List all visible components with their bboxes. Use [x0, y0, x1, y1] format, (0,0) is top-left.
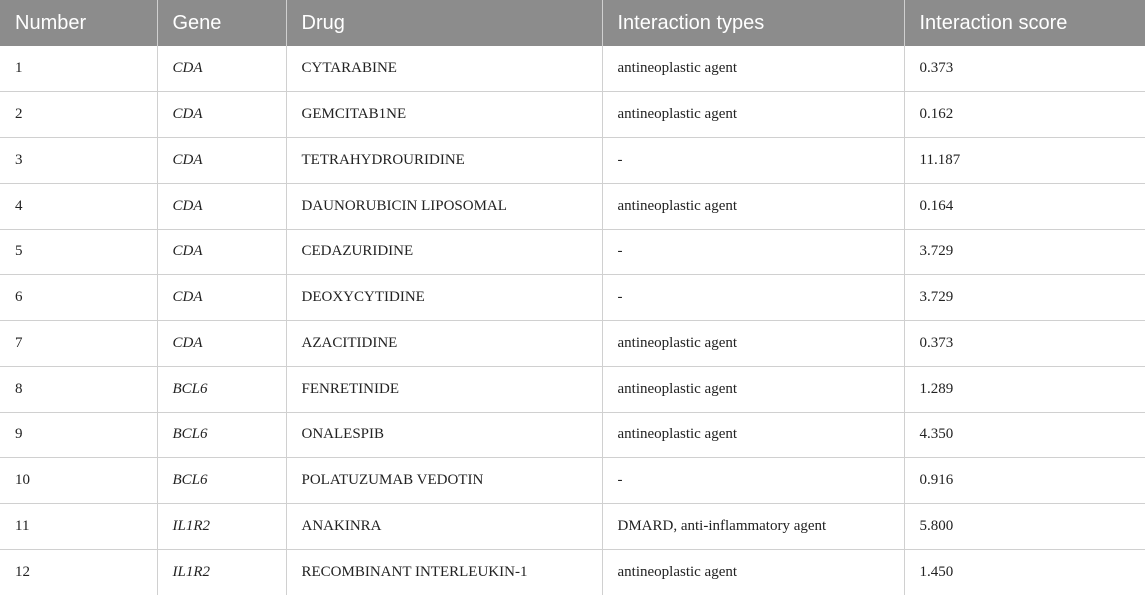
interaction-type-cell: - [602, 229, 904, 275]
interaction-score-cell: 0.162 [904, 92, 1145, 138]
gene-cell: CDA [157, 275, 286, 321]
number-cell: 8 [0, 366, 157, 412]
header-interaction-types: Interaction types [602, 0, 904, 46]
gene-cell: IL1R2 [157, 549, 286, 595]
table-row [0, 458, 1145, 504]
gene-cell: CDA [157, 46, 286, 92]
header-number: Number [0, 0, 157, 46]
drug-cell: DAUNORUBICIN LIPOSOMAL [286, 183, 602, 229]
drug-cell: ONALESPIB [286, 412, 602, 458]
gene-cell: BCL6 [157, 366, 286, 412]
header-interaction-score: Interaction score [904, 0, 1145, 46]
drug-cell: RECOMBINANT INTERLEUKIN-1 [286, 549, 602, 595]
table-row [0, 46, 1145, 92]
drug-cell: CYTARABINE [286, 46, 602, 92]
interaction-score-cell: 1.289 [904, 366, 1145, 412]
drug-cell: GEMCITAB1NE [286, 92, 602, 138]
interaction-score-cell: 0.164 [904, 183, 1145, 229]
gene-cell: CDA [157, 92, 286, 138]
drug-cell: TETRAHYDROURIDINE [286, 138, 602, 184]
number-cell: 10 [0, 458, 157, 504]
table-row [0, 275, 1145, 321]
table-row [0, 412, 1145, 458]
interaction-type-cell: antineoplastic agent [602, 412, 904, 458]
table-row [0, 366, 1145, 412]
drug-cell: CEDAZURIDINE [286, 229, 602, 275]
table-body [0, 46, 1145, 595]
interaction-type-cell: antineoplastic agent [602, 549, 904, 595]
interaction-score-cell: 0.916 [904, 458, 1145, 504]
number-cell: 5 [0, 229, 157, 275]
gene-cell: BCL6 [157, 458, 286, 504]
interaction-type-cell: antineoplastic agent [602, 92, 904, 138]
interaction-type-cell: - [602, 138, 904, 184]
interaction-score-cell: 5.800 [904, 504, 1145, 550]
interaction-score-cell: 3.729 [904, 275, 1145, 321]
number-cell: 9 [0, 412, 157, 458]
interaction-type-cell: - [602, 458, 904, 504]
interaction-type-cell: antineoplastic agent [602, 46, 904, 92]
table-row [0, 321, 1145, 367]
table-row [0, 138, 1145, 184]
table-row [0, 504, 1145, 550]
table-row [0, 92, 1145, 138]
interaction-type-cell: antineoplastic agent [602, 321, 904, 367]
table-header [0, 0, 1145, 46]
number-cell: 1 [0, 46, 157, 92]
drug-cell: ANAKINRA [286, 504, 602, 550]
gene-cell: IL1R2 [157, 504, 286, 550]
interaction-type-cell: antineoplastic agent [602, 366, 904, 412]
interaction-type-cell: DMARD, anti-inflammatory agent [602, 504, 904, 550]
number-cell: 7 [0, 321, 157, 367]
gene-cell: CDA [157, 183, 286, 229]
interaction-score-cell: 0.373 [904, 321, 1145, 367]
table-row [0, 549, 1145, 595]
gene-cell: CDA [157, 138, 286, 184]
interaction-score-cell: 1.450 [919, 563, 954, 580]
gene-cell: BCL6 [157, 412, 286, 458]
gene-cell: CDA [157, 321, 286, 367]
number-cell: 3 [0, 138, 157, 184]
table-row [0, 229, 1145, 275]
drug-cell: FENRETINIDE [286, 366, 602, 412]
table-row [0, 183, 1145, 229]
number-cell: 12 [0, 549, 157, 595]
header-row [0, 0, 1145, 46]
interaction-score-cell: 11.187 [904, 138, 1145, 184]
number-cell: 4 [0, 183, 157, 229]
interaction-score-cell: 4.350 [904, 412, 1145, 458]
interaction-type-cell: antineoplastic agent [602, 183, 904, 229]
interaction-score-cell: 3.729 [904, 229, 1145, 275]
header-drug: Drug [286, 0, 602, 46]
interaction-score-cell: 0.373 [904, 46, 1145, 92]
drug-cell: AZACITIDINE [286, 321, 602, 367]
drug-cell: POLATUZUMAB VEDOTIN [286, 458, 602, 504]
interaction-type-cell: - [602, 275, 904, 321]
gene-cell: CDA [157, 229, 286, 275]
header-gene: Gene [157, 0, 286, 46]
number-cell: 2 [0, 92, 157, 138]
number-cell: 11 [0, 504, 157, 550]
drug-cell: DEOXYCYTIDINE [286, 275, 602, 321]
number-cell: 6 [0, 275, 157, 321]
